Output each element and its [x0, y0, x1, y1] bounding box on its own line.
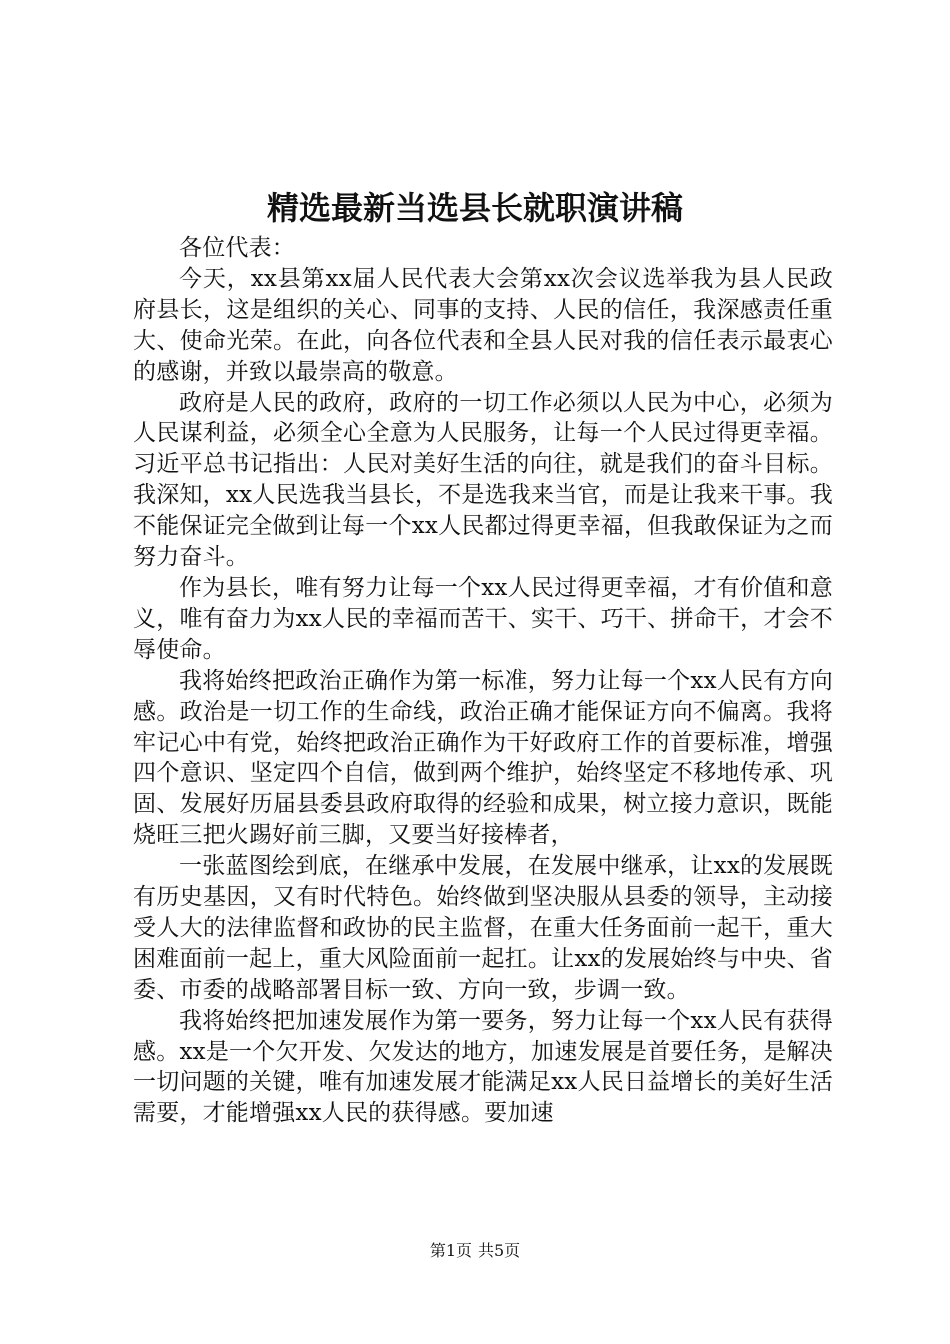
paragraph: 一张蓝图绘到底，在继承中发展，在发展中继承，让xx的发展既有历史基因，又有时代特色。始终做到坚决服从县委的领导，主动接受人大的法律监督和政协的民主监督，在重大任务面前一起干，重大困难面前一起上，重大风险面前一起扛。让xx的发展始终与中央、省委、市委的战略部署目标一致、方向一致，步调一致。: [133, 853, 833, 1003]
salutation: 各位代表：: [179, 235, 295, 261]
paragraph: 我将始终把加速发展作为第一要务，努力让每一个xx人民有获得感。xx是一个欠开发、欠发达的地方，加速发展是首要任务，是解决一切问题的关键，唯有加速发展才能满足xx人民日益增长的美好生活需要，才能增强xx人民的获得感。要加速: [133, 1007, 833, 1127]
paragraph: 政府是人民的政府，政府的一切工作必须以人民为中心，必须为人民谋利益，必须全心全意为人民服务，让每一个人民过得更幸福。习近平总书记指出：人民对美好生活的向往，就是我们的奋斗目标。我深知，xx人民选我当县长，不是选我来当官，而是让我来干事。我不能保证完全做到让每一个xx人民都过得更幸福，但我敢保证为之而努力奋斗。: [133, 389, 833, 571]
document-title: 精选最新当选县长就职演讲稿: [266, 189, 683, 227]
document-body: [133, 233, 833, 1129]
page-total: 共5页: [478, 1241, 521, 1260]
page-number: 第1页: [429, 1241, 472, 1260]
paragraph: 我将始终把政治正确作为第一标准，努力让每一个xx人民有方向感。政治是一切工作的生命线，政治正确才能保证方向不偏离。我将牢记心中有党，始终把政治正确作为干好政府工作的首要标准，增强四个意识、坚定四个自信，做到两个维护，始终坚定不移地传承、巩固、发展好历届县委县政府取得的经验和成果，树立接力意识，既能烧旺三把火踢好前三脚，又要当好接棒者，: [133, 667, 833, 849]
paragraph: 今天，xx县第xx届人民代表大会第xx次会议选举我为县人民政府县长，这是组织的关心、同事的支持、人民的信任，我深感责任重大、使命光荣。在此，向各位代表和全县人民对我的信任表示最衷心的感谢，并致以最崇高的敬意。: [133, 265, 833, 385]
paragraph: 作为县长，唯有努力让每一个xx人民过得更幸福，才有价值和意义，唯有奋力为xx人民的幸福而苦干、实干、巧干、拼命干，才会不辱使命。: [133, 574, 833, 663]
page-footer: [0, 1240, 950, 1262]
